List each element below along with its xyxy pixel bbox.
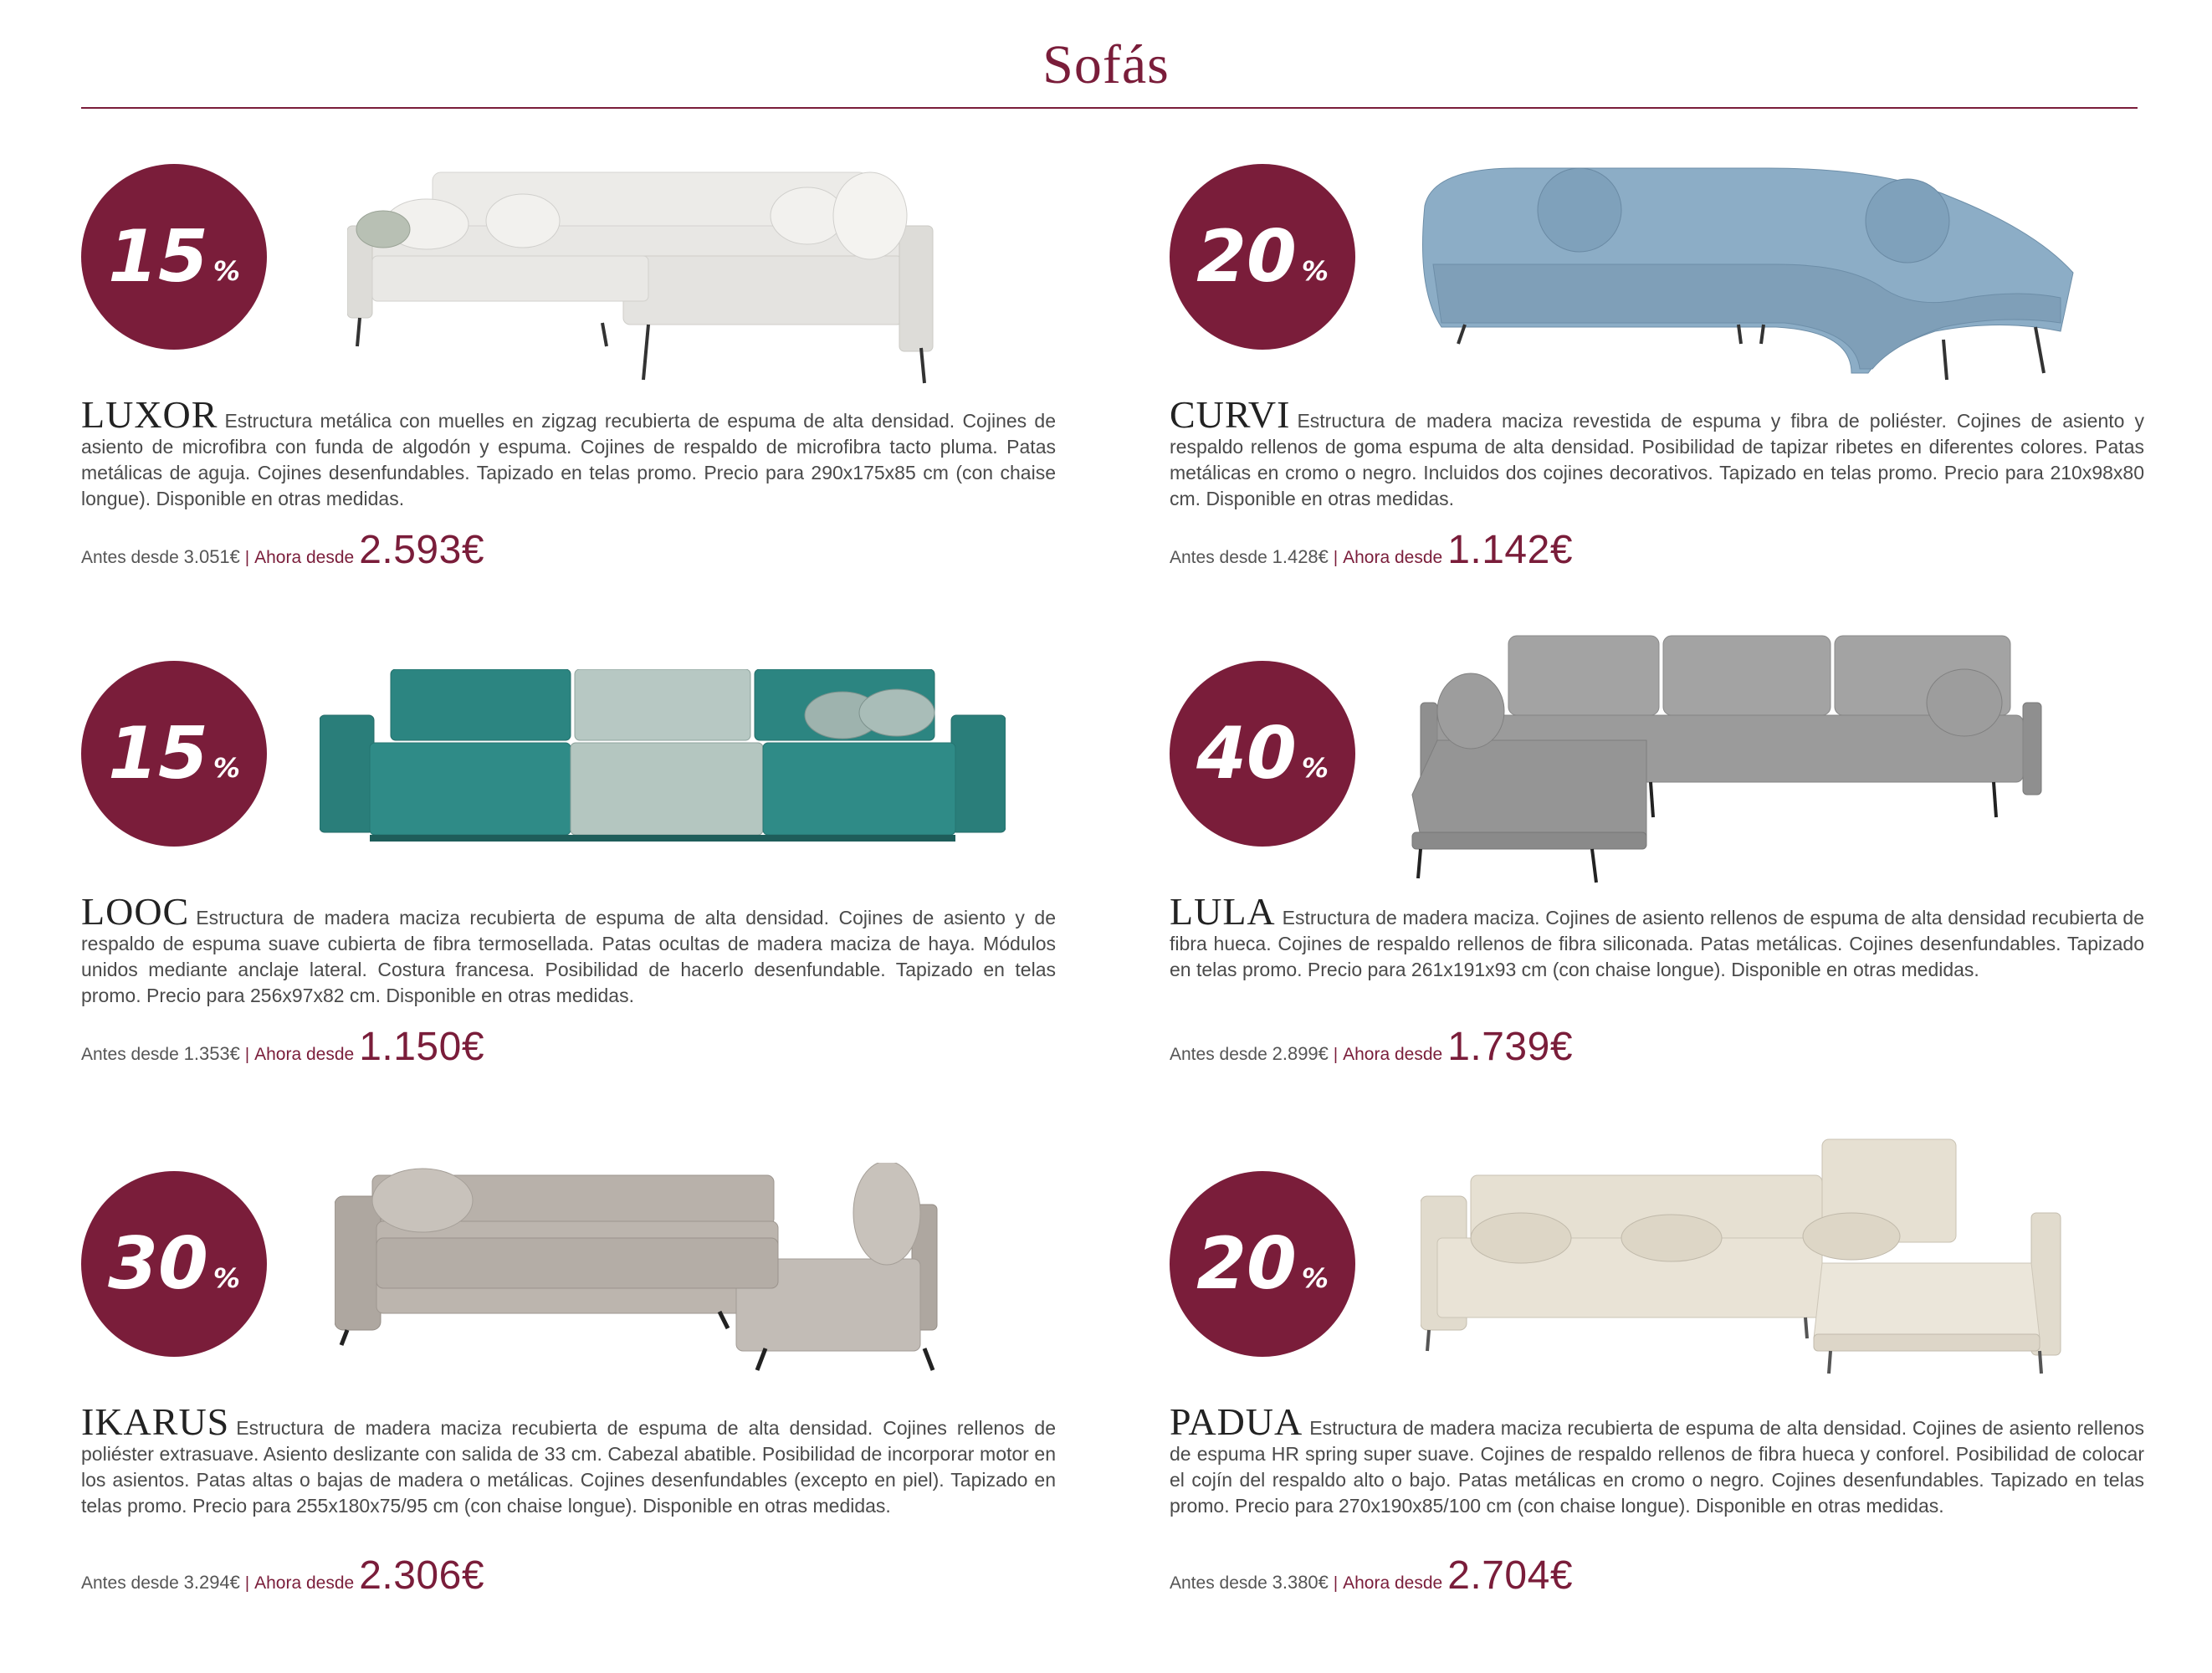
product-ikarus[interactable] — [81, 1171, 1056, 1640]
product-name: LUXOR — [81, 393, 218, 436]
old-price: 1.353€ — [183, 1043, 240, 1064]
percent-sign: % — [1301, 752, 1329, 784]
percent-sign: % — [1301, 255, 1329, 287]
discount-value: 15 — [108, 215, 208, 299]
antes-label: Antes desde — [1170, 548, 1267, 567]
ahora-label: Ahora desde — [1343, 1573, 1443, 1593]
old-price: 1.428€ — [1272, 546, 1329, 567]
product-description — [1170, 1400, 2144, 1519]
old-price: 2.899€ — [1272, 1043, 1329, 1064]
sofa-image-padua — [1421, 1138, 2081, 1376]
discount-badge — [1170, 661, 1355, 847]
description-text: Estructura de madera maciza recubierta de espuma de alta densidad. Cojines de asiento y de respaldo de espuma suave cubierta de fibra termosellada. Patas ocultas de madera maciza de haya. Módulos unidos mediante anclaje lateral. Costura francesa. Posibilidad de hacerlo desenfundable. Tapizado en telas promo. Precio para 256x97x82 cm. Disponible en otras medidas. — [81, 907, 1056, 1006]
product-description — [1170, 890, 2144, 983]
product-name: LOOC — [81, 890, 190, 933]
new-price: 1.142€ — [1447, 528, 1574, 572]
antes-label: Antes desde — [81, 548, 179, 567]
discount-value: 40 — [1196, 712, 1297, 796]
sofa-image-luxor — [347, 164, 1000, 386]
product-luxor[interactable] — [81, 164, 1056, 632]
discount-badge — [81, 1171, 267, 1357]
new-price: 2.593€ — [359, 528, 485, 572]
discount-badge — [1170, 1171, 1355, 1357]
sofa-image-ikarus — [335, 1163, 979, 1380]
new-price: 1.150€ — [359, 1025, 485, 1069]
price-separator: | — [244, 549, 250, 567]
old-price: 3.294€ — [183, 1572, 240, 1593]
description-text: Estructura de madera maciza. Cojines de asiento rellenos de espuma de alta densidad recubierta de fibra hueca. Cojines de respaldo rellenos de fibra siliconada. Patas metálicas. Cojines desenfundables. Tapizado en telas promo. Precio para 261x191x93 cm (con chaise longue). Disponible en otras medidas. — [1170, 907, 2144, 980]
price-separator: | — [244, 1046, 250, 1064]
discount-value: 20 — [1196, 1222, 1297, 1306]
discount-value: 15 — [108, 712, 208, 796]
ahora-label: Ahora desde — [254, 1573, 355, 1593]
discount-badge — [81, 164, 267, 350]
percent-sign: % — [212, 255, 240, 287]
sofa-image-curvi — [1416, 164, 2102, 386]
price-line — [81, 1553, 484, 1599]
product-name: IKARUS — [81, 1400, 230, 1443]
new-price: 2.306€ — [359, 1553, 485, 1598]
description-text: Estructura de madera maciza recubierta de espuma de alta densidad. Cojines de asiento rellenos de espuma HR spring super suave. Cojines de respaldo rellenos de fibra hueca y conforel. Posibilidad de colocar el cojín del respaldo alto o bajo. Patas metálicas en cromo o negro. Cojines desenfundables. Tapizado en telas promo. Precio para 270x190x85/100 cm (con chaise longue). Disponible en otras medidas. — [1170, 1417, 2144, 1517]
product-description — [81, 1400, 1056, 1519]
price-line — [81, 527, 484, 573]
product-description — [81, 393, 1056, 512]
product-name: PADUA — [1170, 1400, 1303, 1443]
discount-value: 30 — [108, 1222, 208, 1306]
product-description — [81, 890, 1056, 1009]
discount-badge — [1170, 164, 1355, 350]
old-price: 3.051€ — [183, 546, 240, 567]
product-lula[interactable] — [1170, 661, 2144, 1129]
price-line — [1170, 1024, 1573, 1070]
new-price: 2.704€ — [1447, 1553, 1574, 1598]
discount-value: 20 — [1196, 215, 1297, 299]
price-separator: | — [1333, 549, 1339, 567]
antes-label: Antes desde — [81, 1045, 179, 1064]
price-line — [1170, 1553, 1573, 1599]
discount-badge — [81, 661, 267, 847]
price-line — [1170, 527, 1573, 573]
percent-sign: % — [212, 1262, 240, 1294]
price-line — [81, 1024, 484, 1070]
sofa-image-lula — [1404, 632, 2056, 887]
old-price: 3.380€ — [1272, 1572, 1329, 1593]
product-description — [1170, 393, 2144, 512]
price-separator: | — [1333, 1574, 1339, 1593]
price-separator: | — [1333, 1046, 1339, 1064]
product-name: CURVI — [1170, 393, 1291, 436]
title-divider — [81, 107, 2138, 109]
new-price: 1.739€ — [1447, 1025, 1574, 1069]
percent-sign: % — [1301, 1262, 1329, 1294]
ahora-label: Ahora desde — [254, 1045, 355, 1064]
description-text: Estructura de madera maciza recubierta de espuma de alta densidad. Cojines rellenos de poliéster extrasuave. Asiento deslizante con salida de 33 cm. Cabezal abatible. Posibilidad de incorporar motor en los asientos. Patas altas o bajas de madera o metálicas. Cojines desenfundables (excepto en piel). Tapizado en telas promo. Precio para 255x180x75/95 cm (con chaise longue). Disponible en otras medidas. — [81, 1417, 1056, 1517]
description-text: Estructura metálica con muelles en zigzag recubierta de espuma de alta densidad. Cojines de asiento de microfibra con funda de algodón y espuma. Cojines de respaldo de microfibra tacto pluma. Patas metálicas de aguja. Cojines desenfundables. Tapizado en telas promo. Precio para 290x175x85 cm (con chaise longue). Disponible en otras medidas. — [81, 410, 1056, 509]
page-title: Sofás — [1042, 34, 1170, 95]
product-padua[interactable] — [1170, 1171, 2144, 1640]
antes-label: Antes desde — [81, 1573, 179, 1593]
ahora-label: Ahora desde — [1343, 1045, 1443, 1064]
product-looc[interactable] — [81, 661, 1056, 1129]
percent-sign: % — [212, 752, 240, 784]
price-separator: | — [244, 1574, 250, 1593]
sofa-image-looc — [320, 669, 1006, 849]
antes-label: Antes desde — [1170, 1045, 1267, 1064]
product-curvi[interactable] — [1170, 164, 2144, 632]
ahora-label: Ahora desde — [1343, 548, 1443, 567]
antes-label: Antes desde — [1170, 1573, 1267, 1593]
description-text: Estructura de madera maciza revestida de espuma y fibra de poliéster. Cojines de asiento y respaldo rellenos de goma espuma de alta densidad. Posibilidad de tapizar ribetes en diferentes colores. Patas metálicas en cromo o negro. Incluidos dos cojines decorativos. Tapizado en telas promo. Precio para 210x98x80 cm. Disponible en otras medidas. — [1170, 410, 2144, 509]
product-name: LULA — [1170, 890, 1276, 933]
ahora-label: Ahora desde — [254, 548, 355, 567]
